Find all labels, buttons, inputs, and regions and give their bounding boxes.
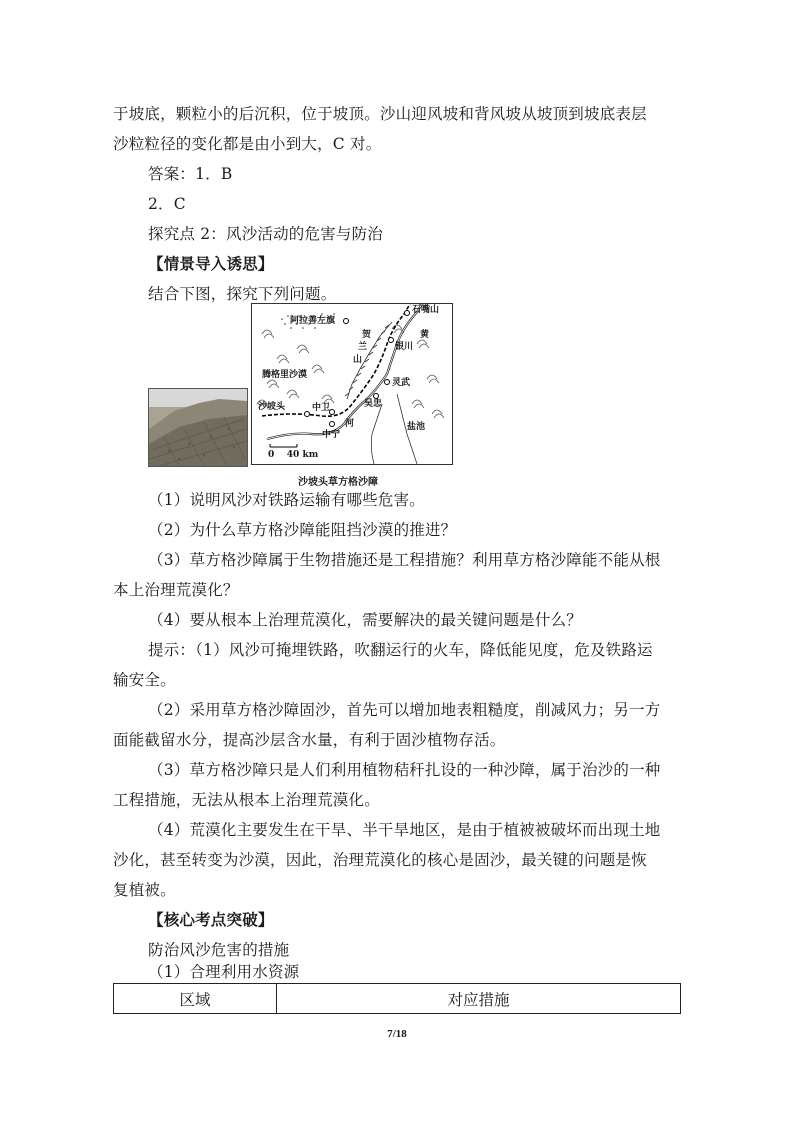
answer-label: 答案：1．B xyxy=(148,165,233,183)
hint-line: 提示：（1）风沙可掩埋铁路，吹翻运行的火车，降低能见度，危及铁路运 xyxy=(148,641,653,659)
label-shan: 山 xyxy=(353,355,363,365)
label-wuzhong: 吴忠 xyxy=(364,399,383,409)
hint-line: 沙化，甚至转变为沙漠，因此，治理荒漠化的核心是固沙，最关键的问题是恢 xyxy=(113,851,647,869)
hint-line: 复植被。 xyxy=(113,881,176,899)
label-huang: 黄 xyxy=(420,330,430,340)
text-line: 于坡底，颗粒小的后沉积，位于坡顶。沙山迎风坡和背风坡从坡顶到坡底表层 xyxy=(113,105,647,123)
label-zhongning: 中宁 xyxy=(322,430,341,440)
text-line: 沙粒粒径的变化都是由小到大，C 对。 xyxy=(113,135,382,153)
table-header-measures: 对应措施 xyxy=(277,984,681,1014)
topic-item: （1）合理利用水资源 xyxy=(148,963,300,981)
answer-item: 2．C xyxy=(148,195,186,213)
label-tengger: 腾格里沙漠 xyxy=(262,370,308,380)
measures-table xyxy=(113,983,681,1014)
topic-title: 防治风沙危害的措施 xyxy=(148,941,290,959)
question-2: （2）为什么草方格沙障能阻挡沙漠的推进？ xyxy=(148,521,457,539)
text-line: 结合下图，探究下列问题。 xyxy=(148,285,337,303)
label-he2: 河 xyxy=(345,419,355,429)
table-header-region: 区域 xyxy=(114,984,277,1014)
page-number: 7/18 xyxy=(387,1028,407,1040)
question-3-cont: 本上治理荒漠化？ xyxy=(113,581,239,599)
hint-line: 工程措施，无法从根本上治理荒漠化。 xyxy=(113,791,380,809)
scale-bar-label: 0 40 km xyxy=(268,450,319,460)
label-he1: 贺 xyxy=(362,330,372,340)
label-yinchuan: 银川 xyxy=(395,342,414,352)
subsection-heading: 【核心考点突破】 xyxy=(148,910,274,929)
hint-line: （4）荒漠化主要发生在干旱、半干旱地区，是由于植被被破坏而出现土地 xyxy=(148,821,661,839)
hint-line: 输安全。 xyxy=(113,671,176,689)
question-1: （1）说明风沙对铁路运输有哪些危害。 xyxy=(148,491,425,509)
map-figure xyxy=(148,298,454,493)
label-zhongwei: 中卫 xyxy=(312,403,331,413)
question-4: （4）要从根本上治理荒漠化，需要解决的最关键问题是什么？ xyxy=(148,611,582,629)
label-shapotou: 沙坡头 xyxy=(258,402,286,412)
hint-line: （2）采用草方格沙障固沙，首先可以增加地表粗糙度，削减风力；另一方 xyxy=(148,701,661,719)
hint-line: 面能截留水分，提高沙层含水量，有利于固沙植物存活。 xyxy=(113,731,506,749)
label-lan: 兰 xyxy=(358,342,368,352)
label-shizuishan: 石嘴山 xyxy=(412,305,440,315)
sand-barrier-photo xyxy=(148,388,248,467)
hint-line: （3）草方格沙障只是人们利用植物秸秆扎设的一种沙障，属于治沙的一种 xyxy=(148,761,661,779)
subsection-heading: 【情景导入诱思】 xyxy=(148,254,274,273)
table-header-row xyxy=(114,984,681,1014)
label-alashan: 阿拉善左旗 xyxy=(290,316,336,326)
question-3: （3）草方格沙障属于生物措施还是工程措施？利用草方格沙障能不能从根 xyxy=(148,551,661,569)
label-yanchi: 盐池 xyxy=(407,422,426,432)
section-heading: 探究点 2：风沙活动的危害与防治 xyxy=(148,225,383,243)
label-lingwu: 灵武 xyxy=(392,378,411,388)
figure-caption: 沙坡头草方格沙障 xyxy=(298,477,378,488)
region-map xyxy=(251,303,453,465)
